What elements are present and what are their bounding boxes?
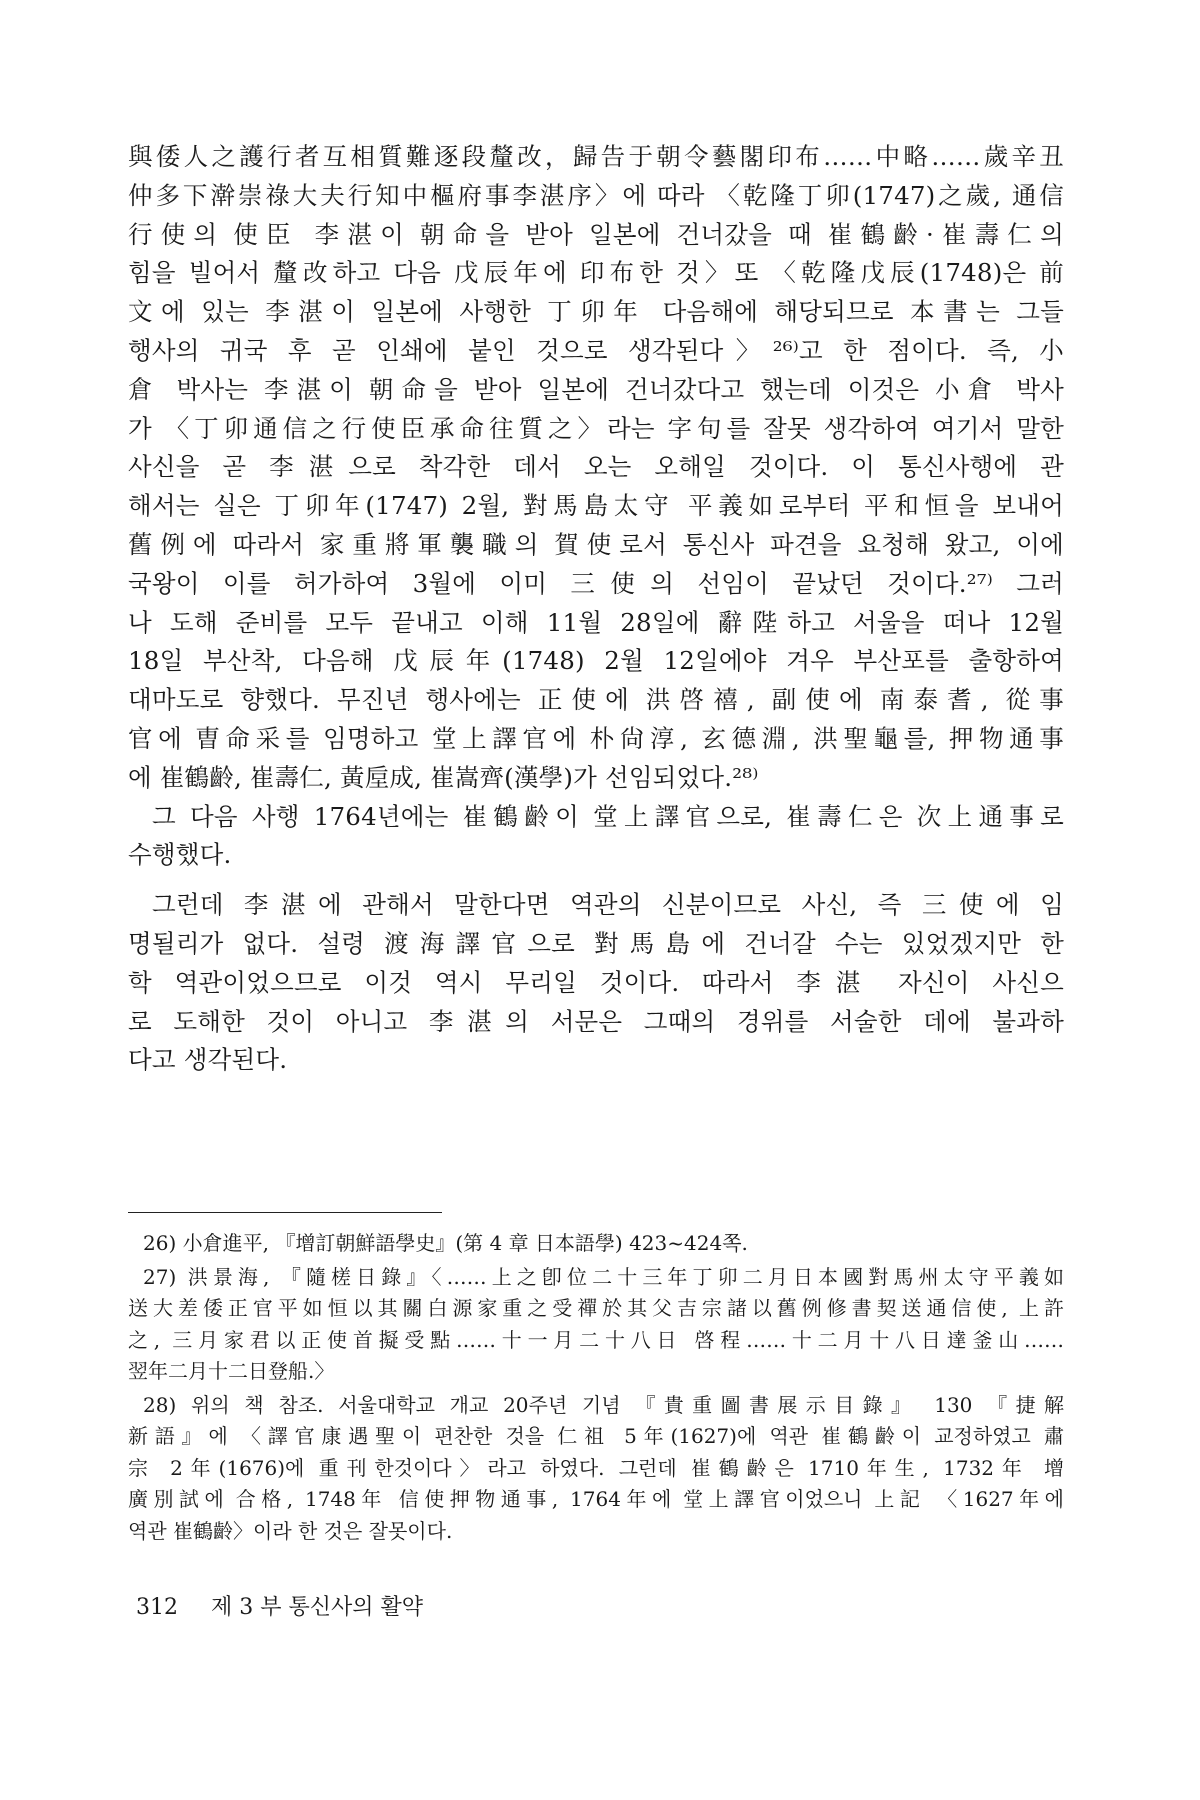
footnotes bbox=[128, 1228, 1064, 1547]
text-line: 그런데 李湛에 관해서 말한다면 역관의 신분이므로 사신, 즉 三使에 임 bbox=[152, 890, 1064, 920]
text-line: 仲多下澣崇祿大夫行知中樞府事李湛序〉에 따라 〈乾隆丁卯(1747)之歲, 通信 bbox=[128, 180, 1064, 210]
footnote-line: 역관 崔鶴齡〉이라 한 것은 잘못이다. bbox=[128, 1518, 453, 1543]
footnote-line: 26) 小倉進平, 『增訂朝鮮語學史』(第 4 章 日本語學) 423~424쪽. bbox=[143, 1231, 748, 1255]
text-line: 行使의 使臣 李湛이 朝命을 받아 일본에 건너갔을 때 崔鶴齡·崔壽仁의 bbox=[128, 219, 1064, 249]
text-line: 힘을 빌어서 釐改하고 다음 戊辰年에 印布한 것〉또 〈乾隆戊辰(1748)은 前 bbox=[128, 258, 1064, 288]
text-line: 다고 생각된다. bbox=[128, 1045, 288, 1075]
text-line: 與倭人之護行者互相質難逐段釐改，歸告于朝令藝閣印布……中略……歲辛丑 bbox=[128, 142, 1064, 171]
text-line: 에 崔鶴齡, 崔壽仁, 黃垕成, 崔嵩齊(漢學)가 선임되었다.²⁸⁾ bbox=[128, 762, 759, 792]
text-line: 국왕이 이를 허가하여 3월에 이미 三使의 선임이 끝났던 것이다.²⁷⁾ 그러 bbox=[128, 568, 1064, 598]
paragraph bbox=[128, 886, 1064, 1080]
footnote-line: 28) 위의 책 참조. 서울대학교 개교 20주년 기념 『貴重圖書展示目錄』 130 『捷解 bbox=[143, 1392, 1064, 1417]
footnote-line: 送大差倭正官平如恒以其關白源家重之受禪於其父吉宗諸以舊例修書契送通信使, 上許 bbox=[128, 1296, 1064, 1320]
text-line: 官에 曺命采를 임명하고 堂上譯官에 朴尙淳, 玄德淵, 洪聖龜를, 押物通事 bbox=[128, 723, 1064, 753]
page-number: 312 bbox=[136, 1595, 178, 1620]
text-line: 舊例에 따라서 家重將軍襲職의 賀使로서 통신사 파견을 요청해 왔고, 이에 bbox=[128, 529, 1064, 559]
paragraph bbox=[128, 798, 1064, 876]
footnote-27 bbox=[128, 1262, 1064, 1388]
text-line: 倉 박사는 李湛이 朝命을 받아 일본에 건너갔다고 했는데 이것은 小倉 박사 bbox=[128, 374, 1064, 404]
footnote-line: 廣別試에 合格, 1748年 信使押物通事, 1764年에 堂上譯官이었으니 上記 〈1627年에 bbox=[128, 1487, 1064, 1511]
text-line: 학 역관이었으므로 이것 역시 무리일 것이다. 따라서 李湛 자신이 사신으 bbox=[128, 967, 1064, 997]
running-footer-title: 제 3 부 통신사의 활약 bbox=[211, 1595, 423, 1620]
text-line: 행사의 귀국 후 곧 인쇄에 붙인 것으로 생각된다〉²⁶⁾고 한 점이다. 즉, 小 bbox=[128, 335, 1064, 365]
text-line: 대마도로 향했다. 무진년 행사에는 正使에 洪啓禧, 副使에 南泰耆, 從事 bbox=[128, 685, 1064, 715]
text-line: 18일 부산착, 다음해 戊辰年(1748) 2월 12일에야 겨우 부산포를 출항하여 bbox=[128, 646, 1064, 676]
paragraph bbox=[128, 138, 1064, 798]
footnote-line: 27) 洪景海, 『隨槎日錄』〈……上之卽位二十三年丁卯二月日本國對馬州太守平義如 bbox=[143, 1264, 1064, 1289]
body-text bbox=[128, 138, 1064, 1080]
text-line: 해서는 실은 丁卯年(1747) 2월, 對馬島太守 平義如로부터 平和恒을 보내어 bbox=[128, 491, 1064, 521]
footnote-line: 新語』에 〈譯官康遇聖이 편찬한 것을 仁祖 5年(1627)에 역관 崔鶴齡이 교정하였고 肅 bbox=[128, 1424, 1064, 1448]
text-line: 그 다음 사행 1764년에는 崔鶴齡이 堂上譯官으로, 崔壽仁은 次上通事로 bbox=[152, 801, 1064, 831]
footnote-line: 之, 三月家君以正使首擬受點……十一月二十八日 啓程……十二月十八日達釜山…… bbox=[128, 1327, 1064, 1352]
text-line: 사신을 곧 李湛으로 착각한 데서 오는 오해일 것이다. 이 통신사행에 관 bbox=[128, 452, 1064, 482]
text-line: 나 도해 준비를 모두 끝내고 이해 11월 28일에 辭陛하고 서울을 떠나 12월 bbox=[128, 607, 1064, 637]
text-line: 文에 있는 李湛이 일본에 사행한 丁卯年 다음해에 해당되므로 本書는 그들 bbox=[128, 297, 1064, 327]
text-line: 수행했다. bbox=[128, 840, 232, 870]
text-line: 로 도해한 것이 아니고 李湛의 서문은 그때의 경위를 서술한 데에 불과하 bbox=[128, 1006, 1064, 1036]
footnote-28 bbox=[128, 1390, 1064, 1548]
footnote-line: 翌年二月十二日登船.〉 bbox=[128, 1359, 335, 1383]
footnote-line: 宗 2年(1676)에 重刊한것이다〉라고 하였다. 그런데 崔鶴齡은 1710年生, 1732年 增 bbox=[128, 1455, 1064, 1480]
page-footer bbox=[136, 1590, 423, 1621]
footnote-divider bbox=[128, 1212, 442, 1213]
text-line: 명될리가 없다. 설령 渡海譯官으로 對馬島에 건너갈 수는 있었겠지만 한 bbox=[128, 928, 1064, 958]
text-line: 가 〈丁卯通信之行使臣承命往質之〉라는 字句를 잘못 생각하여 여기서 말한 bbox=[128, 413, 1064, 443]
footnote-26 bbox=[128, 1228, 1064, 1260]
